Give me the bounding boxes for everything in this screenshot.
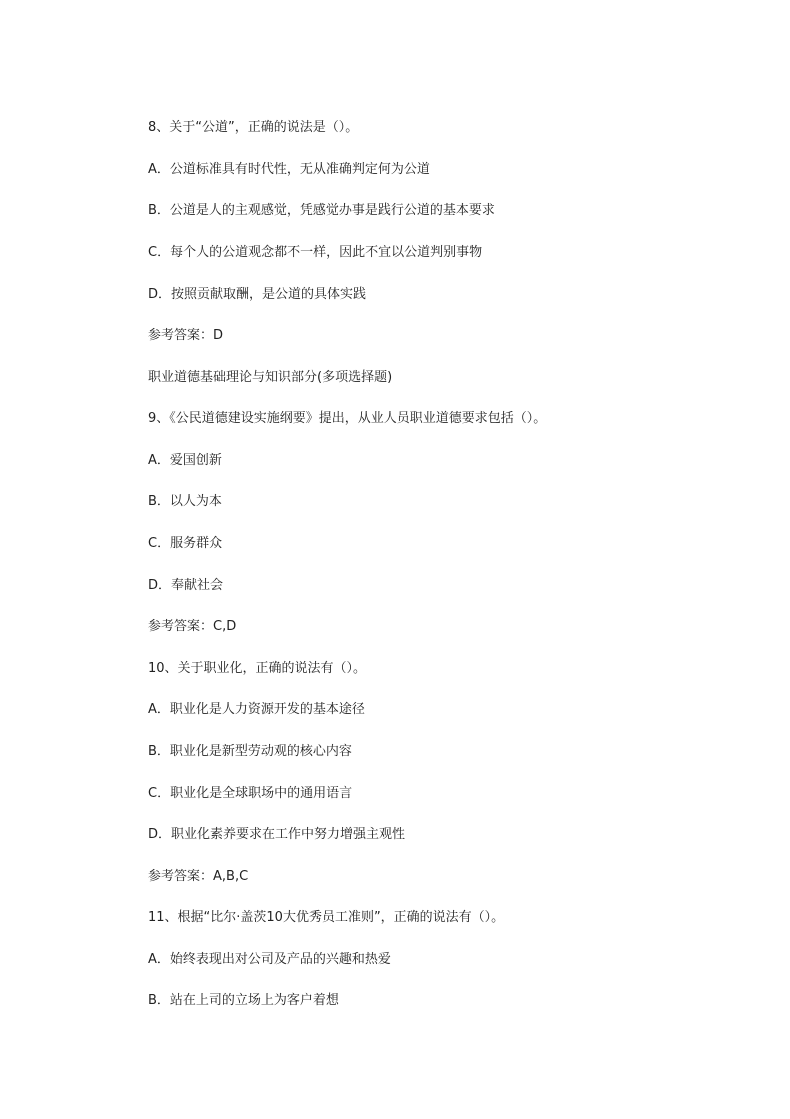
- question-11-stem: 11、根据“比尔·盖茨10大优秀员工准则”，正确的说法有（）。: [148, 910, 505, 925]
- question-11-option-a: A．始终表现出对公司及产品的兴趣和热爱: [148, 952, 391, 967]
- question-8-answer: 参考答案：D: [148, 328, 224, 343]
- question-10-option-d: D．职业化素养要求在工作中努力增强主观性: [148, 827, 406, 842]
- question-10-option-a: A．职业化是人力资源开发的基本途径: [148, 702, 365, 717]
- question-9-option-b: B．以人为本: [148, 494, 222, 509]
- question-9-answer: 参考答案：C,D: [148, 619, 237, 634]
- question-8-option-b: B．公道是人的主观感觉，凭感觉办事是践行公道的基本要求: [148, 203, 495, 218]
- section-heading: 职业道德基础理论与知识部分(多项选择题): [148, 370, 393, 385]
- question-8-stem: 8、关于“公道”，正确的说法是（）。: [148, 120, 359, 135]
- question-9-option-d: D．奉献社会: [148, 578, 224, 593]
- question-10-stem: 10、关于职业化，正确的说法有（）。: [148, 661, 367, 676]
- question-10-option-c: C．职业化是全球职场中的通用语言: [148, 786, 353, 801]
- question-11-option-b: B．站在上司的立场上为客户着想: [148, 993, 339, 1008]
- question-10-answer: 参考答案：A,B,C: [148, 869, 249, 884]
- question-9-option-a: A．爱国创新: [148, 453, 222, 468]
- question-9-stem: 9、《公民道德建设实施纲要》提出，从业人员职业道德要求包括（）。: [148, 411, 547, 426]
- question-10-option-b: B．职业化是新型劳动观的核心内容: [148, 744, 352, 759]
- question-8-option-c: C．每个人的公道观念都不一样，因此不宜以公道判别事物: [148, 245, 483, 260]
- question-8-option-d: D．按照贡献取酬，是公道的具体实践: [148, 287, 367, 302]
- question-9-option-c: C．服务群众: [148, 536, 223, 551]
- question-8-option-a: A．公道标准具有时代性，无从准确判定何为公道: [148, 162, 430, 177]
